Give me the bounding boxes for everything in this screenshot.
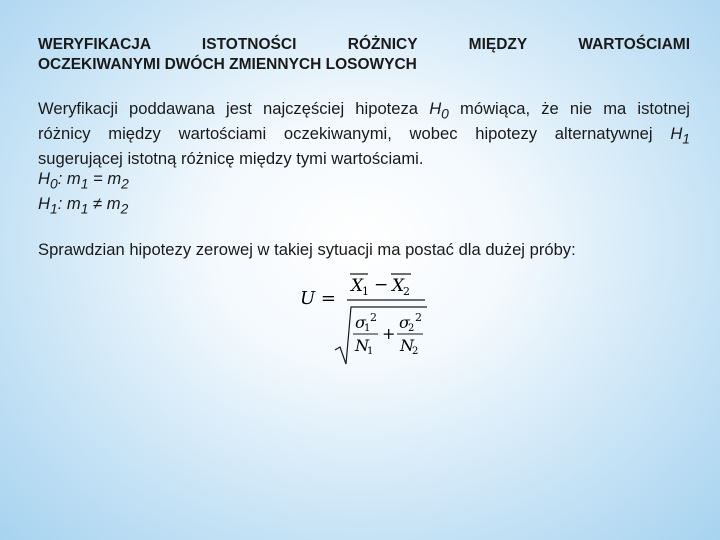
num-minus: − [374,275,389,295]
n-2-sub: 2 [412,346,419,357]
sigma-1-sub: 1 [364,323,371,334]
sigma-2: σ [399,313,410,332]
plus-sign: + [382,324,396,343]
n-2: N [400,336,414,355]
slide-title [38,35,690,74]
sigma-1: σ [355,313,366,332]
title-line-2: OCZEKIWANYMI DWÓCH ZMIENNYCH LOSOWYCH [38,55,417,73]
n-1: N [355,336,369,355]
num-x2: X [392,276,405,296]
formula-lhs: U = [300,288,336,309]
num-x1-sub: 1 [362,285,369,298]
intro-line-3: sugerującej istotną różnicę między tymi wartościami. [38,148,424,168]
test-statistic-formula [300,268,440,372]
hypothesis-h1-ref: $H_1$ [670,123,690,147]
formula-svg [300,268,440,368]
alternative-hypothesis: $H_1$: $m_1 \ne m_2$ [38,193,129,217]
intro-line-1: Weryfikacji poddawana jest najczęściej hipoteza $H_0$ mówiąca, że nie ma istotnej [38,99,690,122]
sigma-1-exp: 2 [370,311,377,324]
intro-line-2: różnicy między wartościami oczekiwanymi, wobec hipotezy alternatywnej $H_1$ [38,123,690,147]
hypothesis-h0-ref: $H_0$ [429,99,449,122]
intro-paragraph [38,99,690,169]
num-x2-sub: 2 [403,285,410,298]
num-x1: X [351,276,364,296]
sigma-2-exp: 2 [415,311,422,324]
null-hypothesis: $H_0$: $m_1 = m_2$ [38,169,129,192]
sigma-2-sub: 2 [408,323,415,334]
test-statistic-intro: Sprawdzian hipotezy zerowej w takiej sytuacji ma postać dla dużej próby: [38,239,576,259]
n-1-sub: 1 [367,346,374,357]
title-line-1: WERYFIKACJA ISTOTNOŚCI RÓŻNICY MIĘDZY WARTOŚCIAMI [38,36,690,53]
slide-body [38,99,690,260]
